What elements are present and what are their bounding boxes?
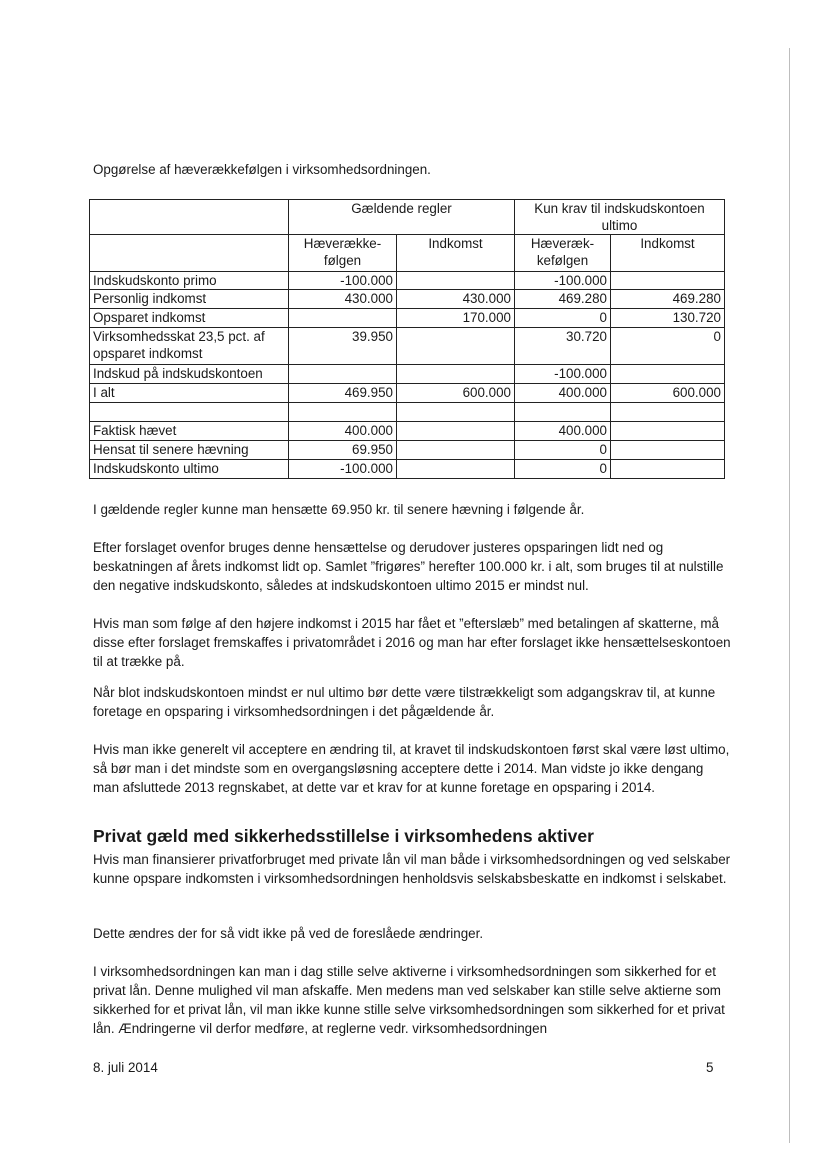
cell-current-income (397, 272, 515, 290)
sub-header-withdrawal-order: Hæveræk-kefølgen (515, 235, 611, 272)
sub-header-income: Indkomst (397, 235, 515, 272)
cell-current-income (397, 441, 515, 460)
body-paragraph: I gældende regler kunne man hensætte 69.950 kr. til senere hævning i følgende år. (93, 502, 585, 517)
sub-header-row (90, 235, 725, 272)
footer-date: 8. juli 2014 (93, 1060, 158, 1075)
table-row (90, 309, 725, 328)
body-paragraph: Efter forslaget ovenfor bruges denne hensættelse og derudover justeres opsparingen lidt ned og beskatningen af årets indkomst lidt op. Samlet ”frigøres” herefter 100.000 kr. i alt, som bruges til at nulstille den negative indskudskonto, således at indskudskontoen ultimo 2015 er mindst nul. (93, 540, 724, 593)
header-corner-cell (90, 200, 289, 235)
page-number: 5 (706, 1060, 714, 1075)
section-paragraph: I virksomhedsordningen kan man i dag stille selve aktiverne i virksomhedsordningen som sikkerhed for et privat lån. Denne mulighed vil man afskaffe. Men medens man ved selskaber kan stille selve aktierne som sikkerhed for et privat lån, vil man ikke kunne stille selve virksomhedsordningen som sikkerhed for et privat lån. Ændringerne vil derfor medføre, at reglerne vedr. virksomhedsordningen (93, 964, 725, 1036)
table-row (90, 328, 725, 365)
cell-deposit-income (611, 441, 725, 460)
cell-current-income (397, 403, 515, 422)
cell-deposit-income (611, 403, 725, 422)
cell-current-withdrawal: 39.950 (289, 328, 397, 365)
cell-current-withdrawal (289, 365, 397, 384)
row-label: I alt (90, 384, 289, 403)
cell-deposit-income (611, 272, 725, 290)
table-caption: Opgørelse af hæverækkefølgen i virksomhedsordningen. (93, 162, 431, 177)
cell-current-withdrawal: 469.950 (289, 384, 397, 403)
cell-current-withdrawal: 69.950 (289, 441, 397, 460)
table-row (90, 290, 725, 309)
withdrawal-order-table (89, 199, 725, 479)
cell-current-withdrawal (289, 403, 397, 422)
cell-current-withdrawal: 430.000 (289, 290, 397, 309)
cell-current-withdrawal (289, 309, 397, 328)
cell-deposit-income (611, 422, 725, 441)
cell-current-income (397, 460, 515, 479)
cell-current-withdrawal: 400.000 (289, 422, 397, 441)
cell-deposit-withdrawal: 400.000 (515, 384, 611, 403)
cell-deposit-withdrawal: 0 (515, 460, 611, 479)
table-row (90, 403, 725, 422)
sub-header-withdrawal-order: Hæverække-følgen (289, 235, 397, 272)
body-paragraph: Når blot indskudskontoen mindst er nul ultimo bør dette være tilstrækkeligt som adgangskrav til, at kunne foretage en opsparing i virksomhedsordningen i det pågældende år. (93, 685, 716, 719)
table-row (90, 460, 725, 479)
section-paragraph: Hvis man finansierer privatforbruget med private lån vil man både i virksomhedsordningen og ved selskaber kunne opspare indkomsten i virksomhedsordningen henholdsvis selskabsbeskatte en indkomst i selskabet. (93, 852, 731, 886)
row-label: Faktisk hævet (90, 422, 289, 441)
cell-deposit-withdrawal: 400.000 (515, 422, 611, 441)
cell-deposit-income: 600.000 (611, 384, 725, 403)
table-row (90, 441, 725, 460)
cell-deposit-withdrawal: 0 (515, 309, 611, 328)
row-label (90, 403, 289, 422)
cell-deposit-withdrawal: -100.000 (515, 365, 611, 384)
cell-current-income: 170.000 (397, 309, 515, 328)
cell-deposit-withdrawal (515, 403, 611, 422)
row-label: Virksomhedsskat 23,5 pct. af opsparet indkomst (90, 328, 289, 365)
header-corner-cell (90, 235, 289, 272)
section-heading: Privat gæld med sikkerhedsstillelse i virksomhedens aktiver (93, 826, 594, 846)
cell-current-income (397, 328, 515, 365)
cell-deposit-income: 130.720 (611, 309, 725, 328)
cell-deposit-income: 469.280 (611, 290, 725, 309)
cell-current-income: 430.000 (397, 290, 515, 309)
cell-deposit-income (611, 460, 725, 479)
cell-current-withdrawal: -100.000 (289, 460, 397, 479)
cell-deposit-withdrawal: 469.280 (515, 290, 611, 309)
group-header-deposit-account-only: Kun krav til indskudskontoen ultimo (515, 200, 725, 235)
row-label: Personlig indkomst (90, 290, 289, 309)
row-label: Opsparet indkomst (90, 309, 289, 328)
cell-current-income (397, 365, 515, 384)
cell-deposit-withdrawal: -100.000 (515, 272, 611, 290)
row-label: Indskud på indskudskontoen (90, 365, 289, 384)
cell-deposit-withdrawal: 30.720 (515, 328, 611, 365)
table-row (90, 365, 725, 384)
cell-deposit-income: 0 (611, 328, 725, 365)
group-header-row (90, 200, 725, 235)
cell-current-income: 600.000 (397, 384, 515, 403)
row-label: Indskudskonto primo (90, 272, 289, 290)
row-label: Indskudskonto ultimo (90, 460, 289, 479)
sub-header-income: Indkomst (611, 235, 725, 272)
section-paragraph: Dette ændres der for så vidt ikke på ved de foreslåede ændringer. (93, 926, 484, 941)
table-row (90, 422, 725, 441)
body-paragraph: Hvis man ikke generelt vil acceptere en ændring til, at kravet til indskudskontoen først skal være løst ultimo, så bør man i det mindste som en overgangsløsning acceptere dette i 2014. Man vidste jo ikke dengang man afsluttede 2013 regnskabet, at dette var et krav for at kunne foretage en opsparing i 2014. (93, 742, 730, 795)
margin-rule (789, 48, 790, 1143)
table-row (90, 272, 725, 290)
cell-current-withdrawal: -100.000 (289, 272, 397, 290)
row-label: Hensat til senere hævning (90, 441, 289, 460)
table-body (90, 272, 725, 479)
cell-current-income (397, 422, 515, 441)
cell-deposit-income (611, 365, 725, 384)
group-header-current-rules: Gældende regler (289, 200, 515, 235)
cell-deposit-withdrawal: 0 (515, 441, 611, 460)
body-paragraph: Hvis man som følge af den højere indkomst i 2015 har fået et ”efterslæb” med betalingen af skatterne, må disse efter forslaget fremskaffes i privatområdet i 2016 og man har efter forslaget ikke hensættelseskontoen til at trække på. (93, 616, 731, 669)
table-row (90, 384, 725, 403)
